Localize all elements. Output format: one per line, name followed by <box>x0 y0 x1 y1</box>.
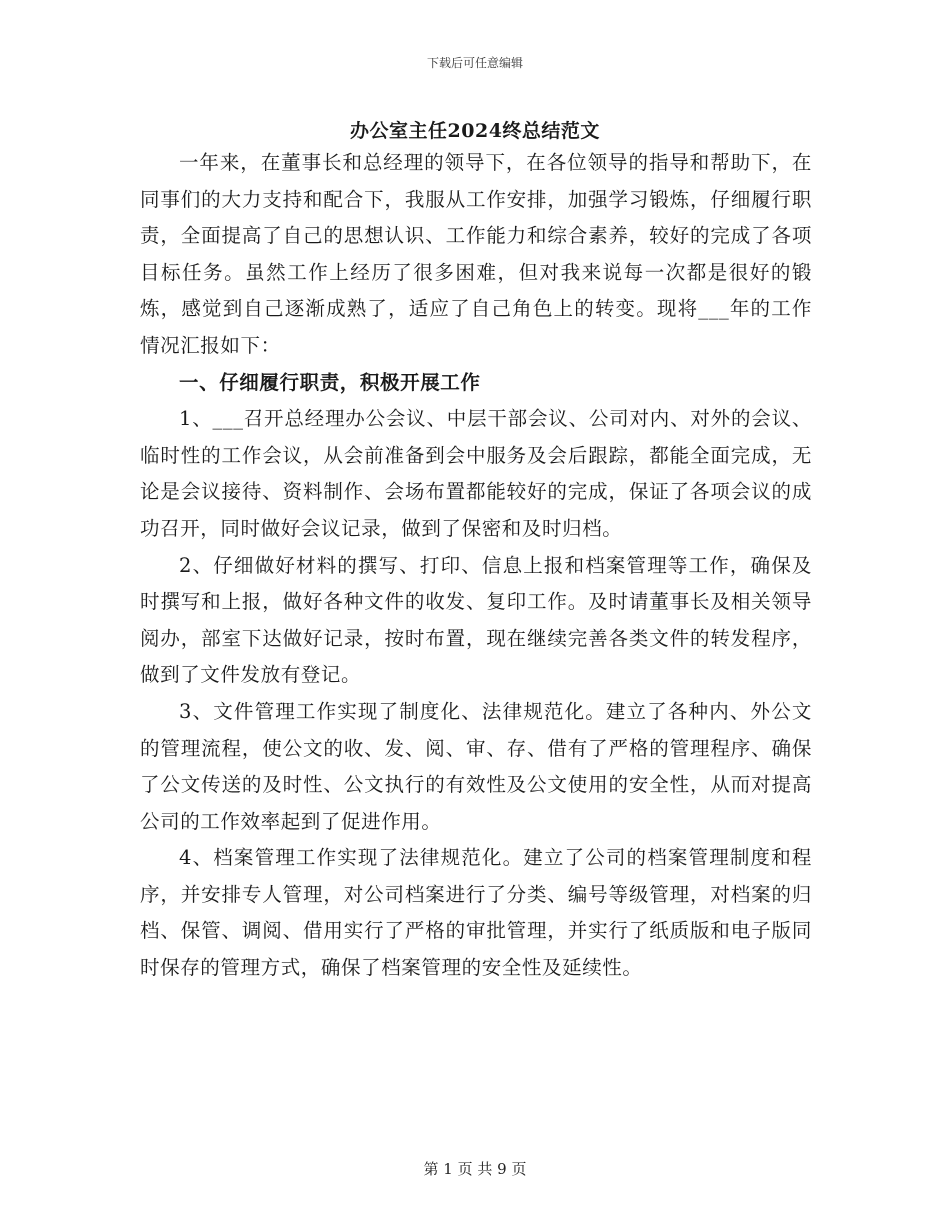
intro-paragraph: 一年来，在董事长和总经理的领导下，在各位领导的指导和帮助下，在同事们的大力支持和配合下，我服从工作安排，加强学习锻炼，仔细履行职责，全面提高了自己的思想认识、工作能力和综合素养，较好的完成了各项目标任务。虽然工作上经历了很多困难，但对我来说每一次都是很好的锻炼，感觉到自己逐渐成熟了，适应了自己角色上的转变。现将___年的工作情况汇报如下： <box>140 151 812 357</box>
list-item: 3、文件管理工作实现了制度化、法律规范化。建立了各种内、外公文的管理流程，使公文的收、发、阅、审、存、借有了严格的管理程序、确保了公文传送的及时性、公文执行的有效性及公文使用的安全性，从而对提高公司的工作效率起到了促进作用。 <box>140 699 812 833</box>
section-heading: 一、仔细履行职责，积极开展工作 <box>179 370 481 394</box>
list-item: 1、___召开总经理办公会议、中层干部会议、公司对内、对外的会议、临时性的工作会议，从会前准备到会中服务及会后跟踪，都能全面完成，无论是会议接待、资料制作、会场布置都能较好的完成，保证了各项会议的成功召开，同时做好会议记录，做到了保密和及时归档。 <box>140 407 812 540</box>
list-item: 4、档案管理工作实现了法律规范化。建立了公司的档案管理制度和程序，并安排专人管理，对公司档案进行了分类、编号等级管理，对档案的归档、保管、调阅、借用实行了严格的审批管理，并实行了纸质版和电子版同时保存的管理方式，确保了档案管理的安全性及延续性。 <box>140 846 812 980</box>
document-body <box>140 145 812 987</box>
list-item: 2、仔细做好材料的撰写、打印、信息上报和档案管理等工作，确保及时撰写和上报，做好各种文件的收发、复印工作。及时请董事长及相关领导阅办，部室下达做好记录，按时布置，现在继续完善各类文件的转发程序，做到了文件发放有登记。 <box>140 553 812 687</box>
document-title: 办公室主任2024终总结范文 <box>350 120 600 142</box>
header-note: 下载后可任意编辑 <box>426 56 523 70</box>
page-footer: 第 1 页 共 9 页 <box>423 1160 527 1178</box>
